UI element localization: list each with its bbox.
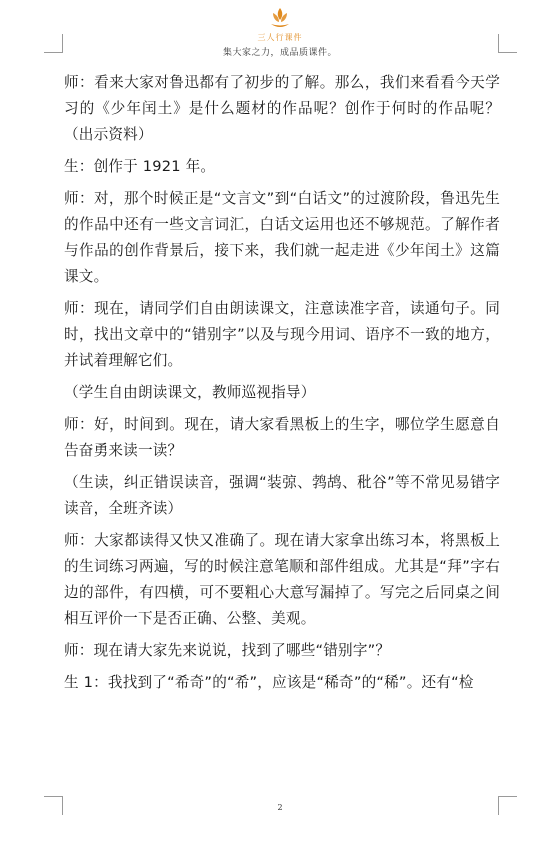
paragraph: （学生自由朗读课文，教师巡视指导） (64, 384, 316, 401)
logo-slogan: 集大家之力，成品质课件。 (222, 48, 337, 58)
paragraph: 师：现在，请同学们自由朗读课文，注意读准字音，读通句子。同时，找出文章中的“错别字”以及与现今用词、语序不一致的地方，并试着理解它们。 (64, 300, 500, 369)
paragraph: 生：创作于 1921 年。 (64, 158, 216, 175)
paragraph: 师：好，时间到。现在，请大家看黑板上的生字，哪位学生愿意自告奋勇来读一读？ (64, 416, 500, 459)
page-number: 2 (277, 803, 283, 812)
paragraph: 师：大家都读得又快又准确了。现在请大家拿出练习本，将黑板上的生词练习两遍，写的时候注意笔顺和部件组成。尤其是“拜”字右边的部件，有四横，可不要粗心大意写漏掉了。写完之后同桌之间相互评价一下是否正确、公整、美观。 (64, 532, 500, 627)
logo-name: 三人行课件 (257, 33, 303, 42)
paragraph: 师：对，那个时候正是“文言文”到“白话文”的过渡阶段，鲁迅先生的作品中还有一些文言词汇，白话文运用也还不够规范。了解作者与作品的创作背景后，接下来，我们就一起走进《少年闰土》这篇课文。 (64, 190, 500, 285)
header-logo (0, 4, 560, 58)
paragraph: 生 1：我找到了“希奇”的“希”，应该是“稀奇”的“稀”。还有“检 (64, 674, 474, 691)
paragraph: 师：现在请大家先来说说，找到了哪些“错别字”？ (64, 642, 391, 659)
body-text (64, 70, 500, 702)
paragraph: （生读，纠正错误读音，强调“装弶、鹁鸪、秕谷”等不常见易错字读音，全班齐读） (64, 474, 500, 517)
paragraph: 师：看来大家对鲁迅都有了初步的了解。那么，我们来看看今天学习的《少年闰土》是什么题材的作品呢？创作于何时的作品呢？（出示资料） (64, 74, 500, 143)
logo-emblem-icon (265, 4, 295, 34)
